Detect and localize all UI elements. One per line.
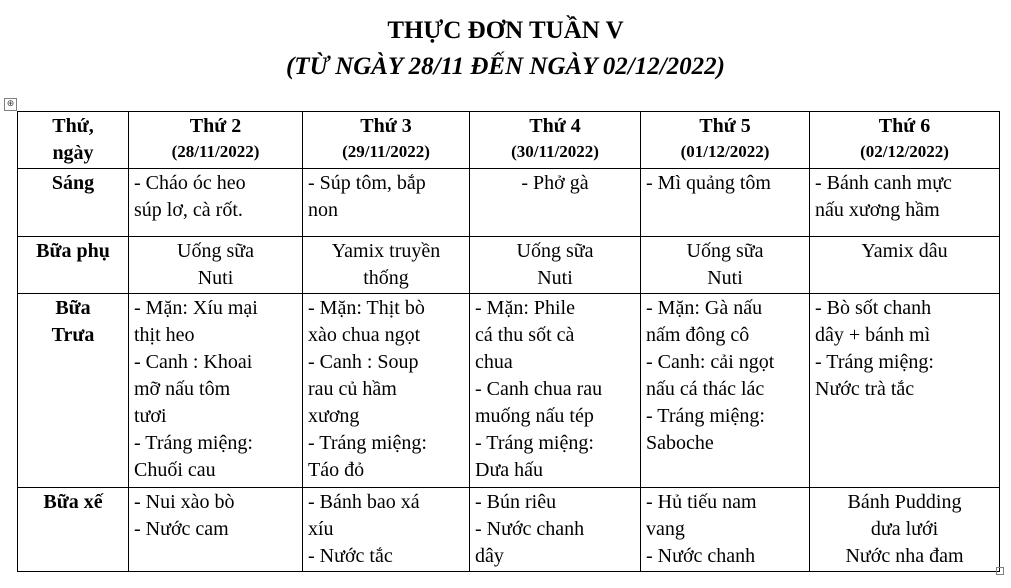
menu-line: thịt heo — [134, 324, 195, 346]
menu-cell — [129, 488, 303, 572]
day-label: Thứ 6 — [878, 115, 931, 137]
menu-line: - Nước chanh — [646, 545, 756, 567]
menu-line: - Mì quảng tôm — [646, 172, 771, 194]
menu-subtitle: (TỪ NGÀY 28/11 ĐẾN NGÀY 02/12/2022) — [285, 53, 726, 80]
day-date: (01/12/2022) — [680, 142, 770, 161]
menu-line: - Bún riêu — [475, 491, 557, 513]
menu-cell — [303, 488, 470, 572]
menu-line: Nuti — [707, 267, 743, 289]
menu-line: muống nấu tép — [475, 405, 594, 427]
menu-cell — [810, 488, 1000, 572]
snack-row — [18, 237, 1000, 294]
menu-line: Uống sữa — [516, 240, 594, 262]
menu-line: Bánh Pudding — [847, 491, 962, 513]
menu-cell — [470, 237, 641, 294]
row-label-lunch — [18, 294, 129, 488]
menu-line: - Nước tắc — [308, 545, 393, 567]
menu-cell — [303, 294, 470, 488]
menu-cell — [129, 237, 303, 294]
menu-line: nấm đông cô — [646, 324, 750, 346]
day-date: (30/11/2022) — [511, 142, 599, 161]
table-move-handle-icon[interactable]: ⊕ — [4, 98, 17, 111]
menu-line: Nuti — [197, 267, 234, 289]
menu-line: - Cháo óc heo — [134, 172, 246, 194]
menu-cell — [470, 488, 641, 572]
menu-cell — [129, 169, 303, 237]
menu-line: - Nui xào bò — [134, 491, 235, 513]
menu-line: - Tráng miệng: — [475, 432, 594, 454]
menu-line: - Mặn: Gà nấu — [646, 297, 763, 319]
menu-line: xào chua ngọt — [308, 324, 421, 346]
header-day-2 — [303, 112, 470, 169]
menu-line: - Bánh bao xá — [308, 491, 420, 513]
header-day-1 — [129, 112, 303, 169]
menu-title: THỰC ĐƠN TUẦN V — [387, 17, 624, 44]
row-label-snack: Bữa phụ — [18, 237, 129, 294]
header-col0-line2: ngày — [52, 142, 94, 164]
menu-line: dây + bánh mì — [815, 324, 931, 346]
menu-line: - Tráng miệng: — [815, 351, 934, 373]
menu-line: Nuti — [537, 267, 573, 289]
menu-cell — [470, 294, 641, 488]
menu-line: - Phở gà — [521, 172, 589, 194]
menu-line: - Mặn: Thịt bò — [308, 297, 425, 319]
menu-line: nấu xương hầm — [815, 199, 940, 221]
menu-line: súp lơ, cà rốt. — [134, 199, 243, 221]
menu-line: - Nước chanh — [475, 518, 585, 540]
menu-cell — [810, 169, 1000, 237]
menu-line: dưa lưới — [870, 518, 939, 540]
weekly-menu-table — [17, 111, 1000, 572]
menu-line: mỡ nấu tôm — [134, 378, 231, 400]
menu-line: Yamix dâu — [861, 240, 948, 262]
menu-line: - Canh : Soup — [308, 351, 419, 373]
menu-line: Dưa hấu — [475, 459, 544, 481]
menu-line: Yamix truyền — [331, 240, 441, 262]
breakfast-row — [18, 169, 1000, 237]
afternoon-snack-row — [18, 488, 1000, 572]
menu-line: - Mặn: Xíu mại — [134, 297, 258, 319]
menu-line: - Canh : Khoai — [134, 351, 253, 373]
menu-line: - Nước cam — [134, 518, 229, 540]
menu-line: - Bánh canh mực — [815, 172, 952, 194]
menu-line: xíu — [308, 518, 334, 540]
header-day-date-cell — [18, 112, 129, 169]
day-label: Thứ 3 — [360, 115, 412, 137]
day-label: Thứ 5 — [699, 115, 751, 137]
header-col0-line1: Thứ, — [52, 115, 94, 137]
menu-line: nấu cá thác lác — [646, 378, 765, 400]
day-label: Thứ 4 — [529, 115, 581, 137]
menu-cell — [470, 169, 641, 237]
day-date: (28/11/2022) — [171, 142, 260, 161]
row-label-line: Bữa — [55, 297, 91, 319]
menu-cell — [641, 237, 810, 294]
menu-line: - Súp tôm, bắp — [308, 172, 426, 194]
header-day-4 — [641, 112, 810, 169]
header-day-5 — [810, 112, 1000, 169]
day-label: Thứ 2 — [189, 115, 242, 137]
menu-cell — [303, 169, 470, 237]
menu-line: rau củ hầm — [308, 378, 397, 400]
menu-line: Saboche — [646, 432, 714, 454]
menu-line: - Tráng miệng: — [646, 405, 765, 427]
menu-line: - Tráng miệng: — [134, 432, 253, 454]
menu-line: - Mặn: Phile — [475, 297, 575, 319]
menu-line: Chuối cau — [134, 459, 216, 481]
menu-cell — [810, 294, 1000, 488]
menu-line: cá thu sốt cà — [475, 324, 575, 346]
lunch-row — [18, 294, 1000, 488]
menu-line: - Canh: cải ngọt — [646, 351, 775, 373]
menu-line: tươi — [134, 405, 167, 427]
menu-line: Táo đỏ — [308, 459, 365, 481]
menu-line: Nước trà tắc — [815, 378, 915, 400]
menu-cell — [641, 488, 810, 572]
menu-cell — [641, 169, 810, 237]
menu-line: - Hủ tiếu nam — [646, 491, 757, 513]
menu-line: xương — [308, 405, 360, 427]
menu-line: dây — [475, 545, 504, 567]
menu-line: - Canh chua rau — [475, 378, 603, 400]
menu-line: thống — [363, 267, 409, 289]
table-resize-handle[interactable] — [996, 567, 1004, 575]
menu-line: non — [308, 199, 338, 221]
header-day-3 — [470, 112, 641, 169]
menu-line: - Tráng miệng: — [308, 432, 427, 454]
day-date: (02/12/2022) — [860, 142, 949, 161]
menu-cell — [641, 294, 810, 488]
row-label-line: Trưa — [51, 324, 95, 346]
menu-line: chua — [475, 351, 513, 373]
menu-line: Uống sữa — [177, 240, 254, 262]
menu-line: vang — [646, 518, 685, 540]
menu-line: Uống sữa — [686, 240, 764, 262]
menu-line: - Bò sốt chanh — [815, 297, 932, 319]
menu-line: Nước nha đam — [845, 545, 964, 567]
day-date: (29/11/2022) — [342, 142, 430, 161]
row-label-breakfast: Sáng — [18, 169, 129, 237]
menu-cell — [303, 237, 470, 294]
row-label-afternoon-snack: Bữa xế — [18, 488, 129, 572]
header-row — [18, 112, 1000, 169]
menu-cell — [129, 294, 303, 488]
menu-cell — [810, 237, 1000, 294]
